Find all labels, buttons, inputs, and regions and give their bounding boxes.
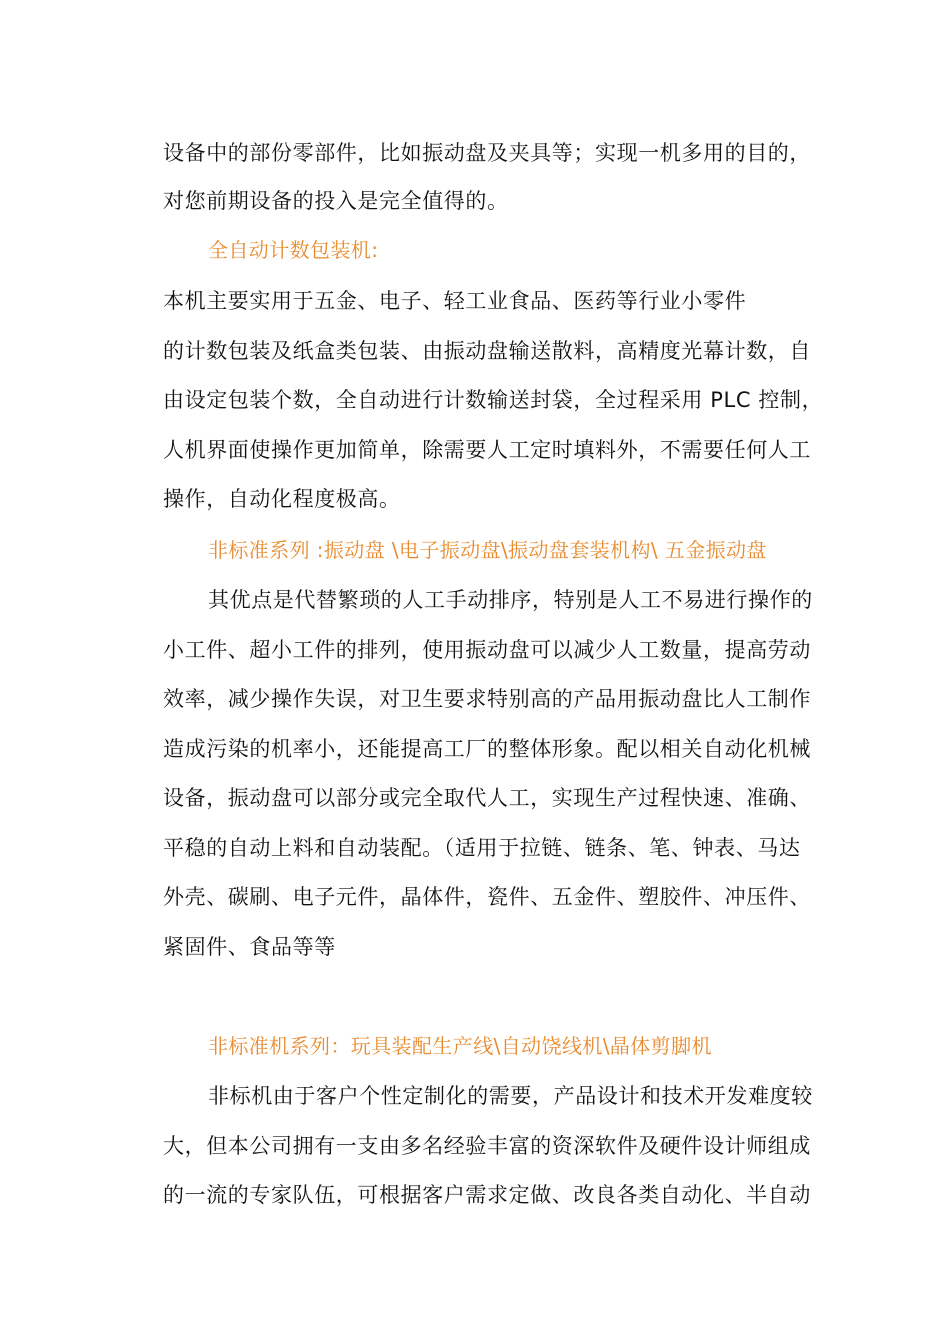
- section-1-line-5: 操作，自动化程度极高。: [163, 487, 401, 511]
- section-1-line-1: 本机主要实用于五金、电子、轻工业食品、医药等行业小零件: [163, 289, 747, 313]
- section-2-line-7: 外壳、碳刷、电子元件，晶体件，瓷件、五金件、塑胶件、冲压件、: [163, 885, 811, 909]
- section-3-line-2: 大，但本公司拥有一支由多名经验丰富的资深软件及硬件设计师组成: [163, 1134, 811, 1158]
- section-2-line-2: 小工件、超小工件的排列，使用振动盘可以减少人工数量，提高劳动: [163, 638, 811, 662]
- section-3-line-1: 非标机由于客户个性定制化的需要，产品设计和技术开发难度较: [208, 1084, 813, 1108]
- section-3-line-3: 的一流的专家队伍，可根据客户需求定做、改良各类自动化、半自动: [163, 1183, 811, 1207]
- section-1-line-3: 由设定包装个数，全自动进行计数输送封袋，全过程采用 PLC 控制，: [163, 388, 824, 412]
- intro-line-2: 对您前期设备的投入是完全值得的。: [163, 189, 509, 213]
- section-1-line-4: 人机界面使操作更加简单，除需要人工定时填料外，不需要任何人工: [163, 438, 811, 462]
- intro-line-1: 设备中的部份零部件，比如振动盘及夹具等；实现一机多用的目的，: [163, 141, 811, 165]
- section-2-line-3: 效率，减少操作失误，对卫生要求特别高的产品用振动盘比人工制作: [163, 687, 811, 711]
- section-heading-vibration-plate-series: 非标准系列 :振动盘 \电子振动盘\振动盘套装机构\ 五金振动盘: [208, 538, 767, 562]
- section-2-line-6: 平稳的自动上料和自动装配。（适用于拉链、链条、笔、钟表、马达: [163, 836, 801, 860]
- section-heading-nonstandard-machine-series: 非标准机系列：玩具装配生产线\自动饶线机\晶体剪脚机: [208, 1034, 712, 1058]
- section-2-line-1: 其优点是代替繁琐的人工手动排序，特别是人工不易进行操作的: [208, 588, 813, 612]
- section-heading-auto-counting-packager: 全自动计数包装机:: [208, 238, 379, 262]
- section-2-line-8: 紧固件、食品等等: [163, 935, 336, 959]
- section-2-line-4: 造成污染的机率小，还能提高工厂的整体形象。配以相关自动化机械: [163, 737, 811, 761]
- section-1-line-2: 的计数包装及纸盒类包装、由振动盘输送散料，高精度光幕计数，自: [163, 339, 811, 363]
- section-2-line-5: 设备，振动盘可以部分或完全取代人工，实现生产过程快速、准确、: [163, 786, 811, 810]
